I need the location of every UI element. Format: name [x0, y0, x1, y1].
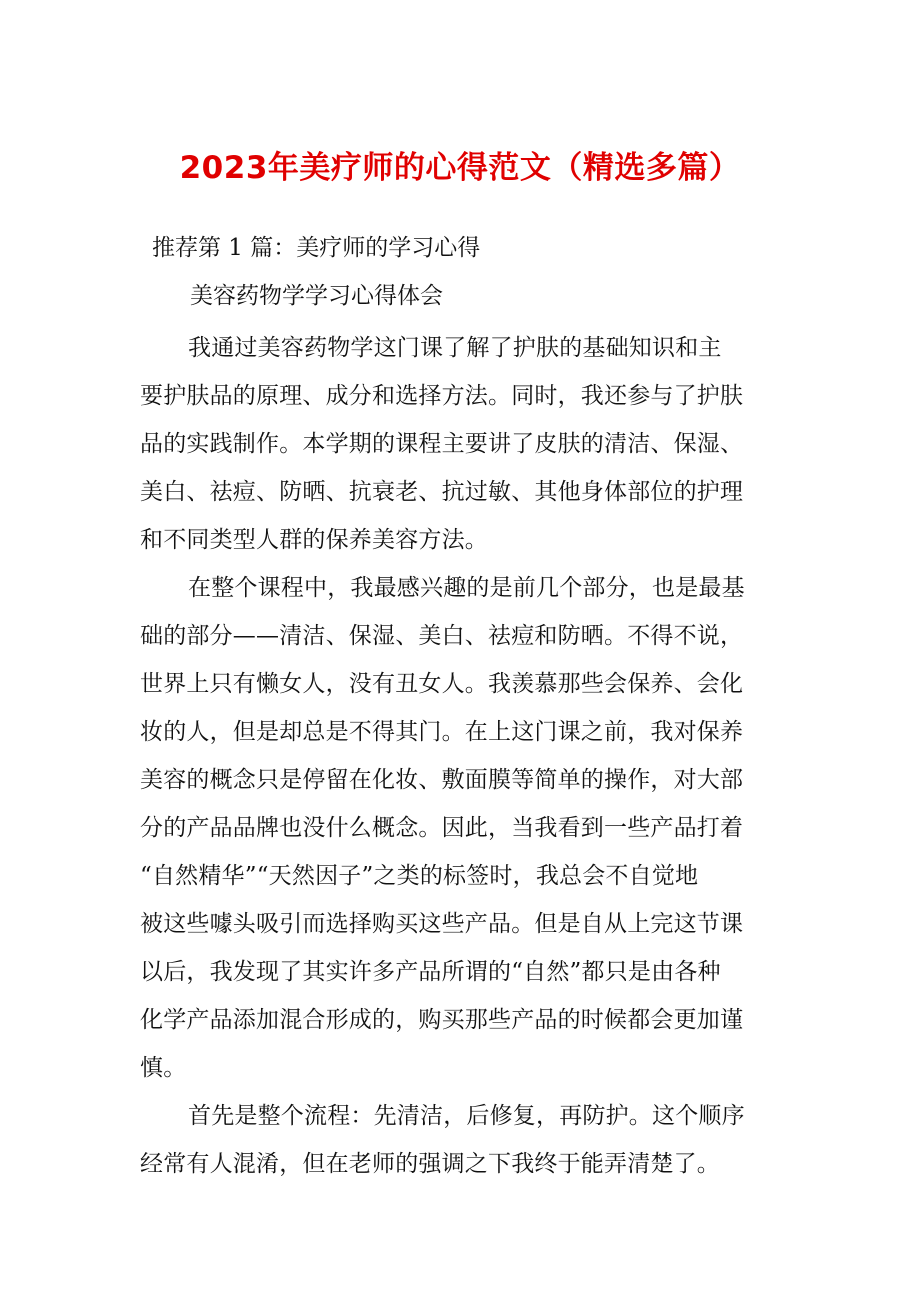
paragraph-line: 础的部分——清洁、保湿、美白、祛痘和防晒。不得不说，	[140, 623, 744, 649]
paragraph-line: 经常有人混淆，但在老师的强调之下我终于能弄清楚了。	[140, 1151, 720, 1177]
paragraph-3	[140, 1092, 790, 1188]
paragraph-line: 妆的人，但是却总是不得其门。在上这门课之前，我对保养	[140, 719, 744, 745]
paragraph-line: 化学产品添加混合形成的，购买那些产品的时候都会更加谨	[140, 1007, 744, 1033]
paragraph-line: 品的实践制作。本学期的课程主要讲了皮肤的清洁、保湿、	[140, 431, 744, 457]
recommend-heading: 推荐第 1 篇：美疗师的学习心得	[152, 235, 481, 261]
paragraph-line: 慎。	[140, 1055, 187, 1081]
paragraph-2	[140, 564, 790, 1092]
paragraph-line: 美容的概念只是停留在化妆、敷面膜等简单的操作，对大部	[140, 767, 744, 793]
paragraph-line: 要护肤品的原理、成分和选择方法。同时，我还参与了护肤	[140, 383, 744, 409]
paragraph-line: 和不同类型人群的保养美容方法。	[140, 527, 488, 553]
paragraph-line: 在整个课程中，我最感兴趣的是前几个部分，也是最基	[188, 575, 745, 601]
paragraph-line: 世界上只有懒女人，没有丑女人。我羡慕那些会保养、会化	[140, 671, 744, 697]
paragraph-line: “自然精华”“天然因子”之类的标签时，我总会不自觉地	[140, 863, 699, 889]
paragraph-line: 我通过美容药物学这门课了解了护肤的基础知识和主	[188, 335, 722, 361]
body-text	[140, 324, 790, 1188]
paragraph-line: 分的产品品牌也没什么概念。因此，当我看到一些产品打着	[140, 815, 744, 841]
paragraph-line: 首先是整个流程：先清洁，后修复，再防护。这个顺序	[188, 1103, 745, 1129]
document-title: 2023年美疗师的心得范文（精选多篇）	[179, 150, 741, 186]
paragraph-line: 美白、祛痘、防晒、抗衰老、抗过敏、其他身体部位的护理	[140, 479, 744, 505]
paragraph-line: 以后，我发现了其实许多产品所谓的“自然”都只是由各种	[140, 959, 721, 985]
section-subtitle: 美容药物学学习心得体会	[190, 283, 443, 309]
paragraph-1	[140, 324, 790, 564]
paragraph-line: 被这些噱头吸引而选择购买这些产品。但是自从上完这节课	[140, 911, 744, 937]
